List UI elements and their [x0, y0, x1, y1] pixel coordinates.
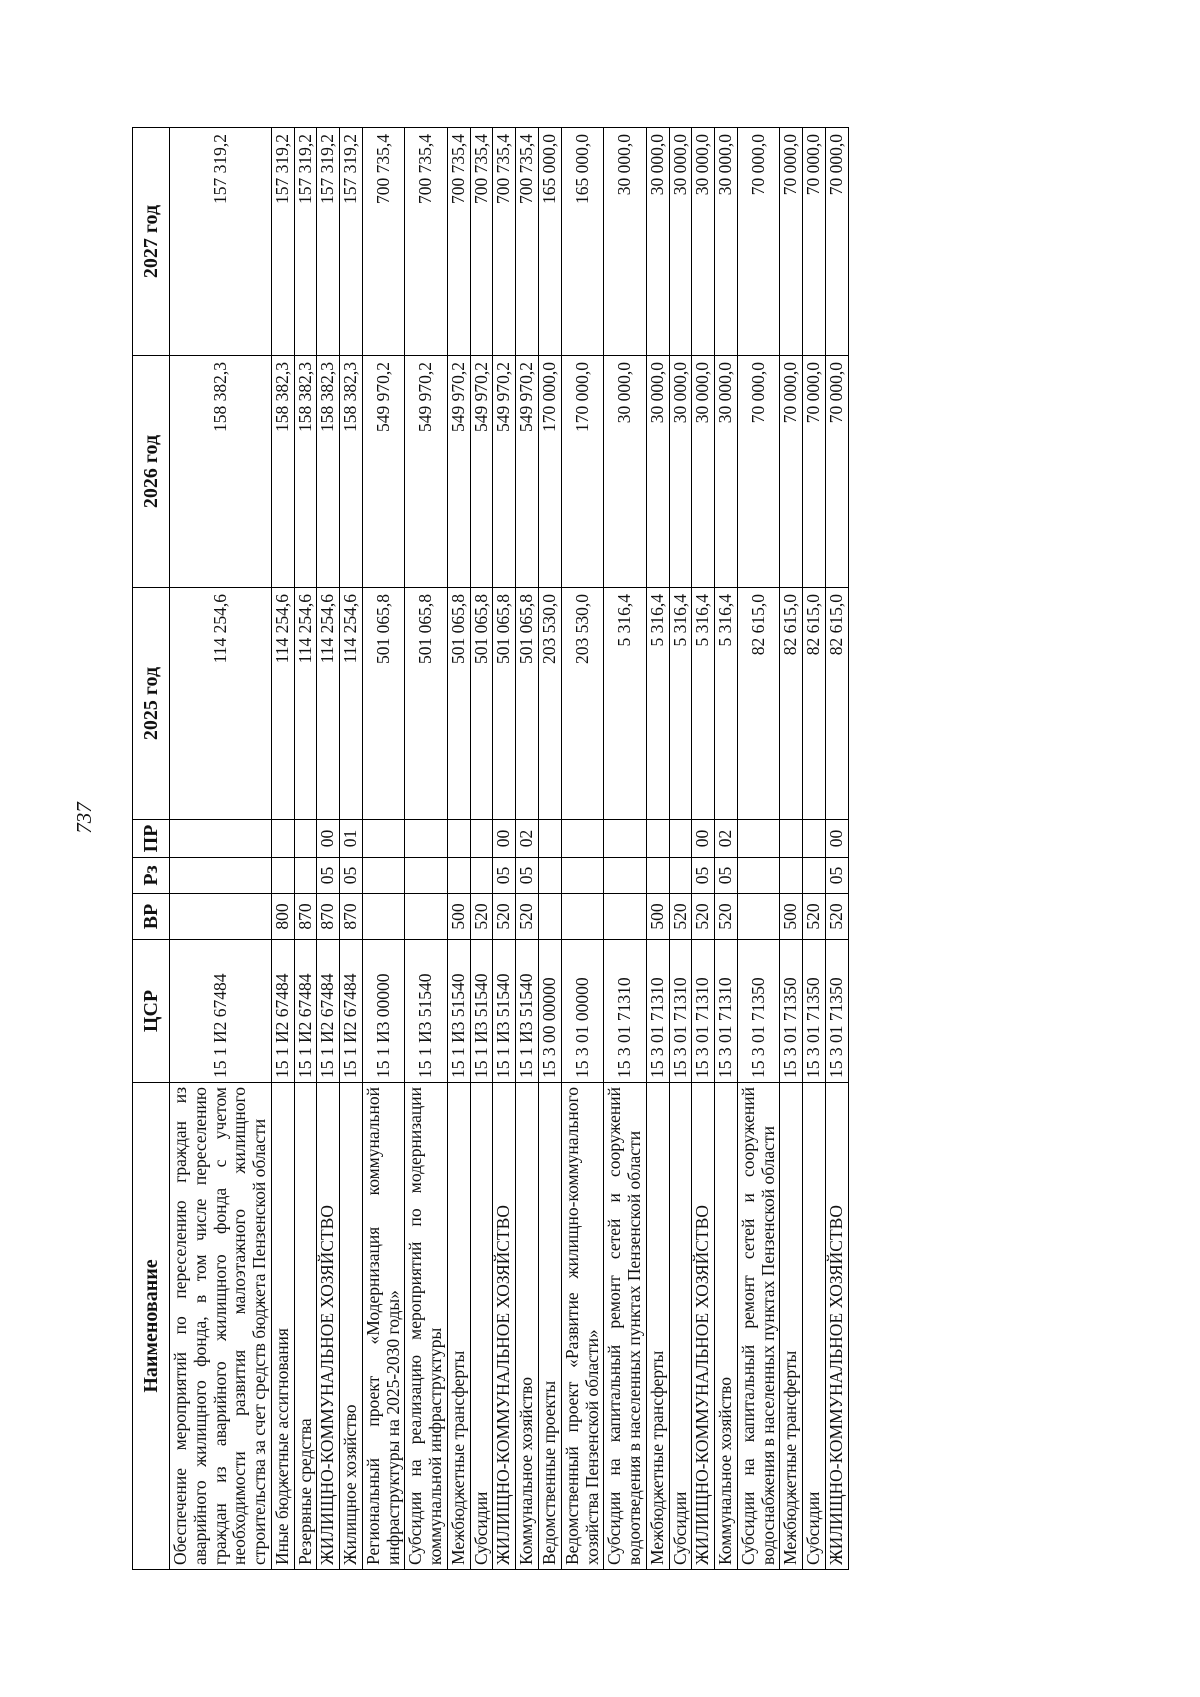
- cell-rz: 05: [317, 858, 340, 894]
- cell-rz: [362, 858, 405, 894]
- table-row: [362, 128, 405, 1570]
- cell-2027: 30 000,0: [646, 128, 669, 356]
- cell-pr: [669, 820, 692, 858]
- cell-name: Межбюджетные трансферты: [447, 1083, 470, 1570]
- cell-rz: [561, 858, 604, 894]
- cell-csr: 15 3 01 71310: [646, 940, 669, 1083]
- cell-2025: 203 530,0: [561, 588, 604, 820]
- cell-name: Субсидии: [470, 1083, 493, 1570]
- cell-pr: [561, 820, 604, 858]
- cell-2027: 70 000,0: [803, 128, 826, 356]
- cell-2025: 114 254,6: [170, 588, 272, 820]
- table-row: [646, 128, 669, 1570]
- table-row: [604, 128, 647, 1570]
- cell-vr: [170, 894, 272, 940]
- cell-rz: 05: [715, 858, 738, 894]
- cell-2027: 700 735,4: [447, 128, 470, 356]
- cell-pr: 00: [493, 820, 516, 858]
- cell-2026: 170 000,0: [539, 356, 562, 588]
- cell-2025: 5 316,4: [646, 588, 669, 820]
- cell-csr: 15 1 И2 67484: [294, 940, 317, 1083]
- cell-vr: 800: [271, 894, 294, 940]
- cell-vr: [561, 894, 604, 940]
- cell-csr: 15 3 01 71350: [737, 940, 780, 1083]
- cell-2026: 70 000,0: [825, 356, 848, 588]
- cell-rz: 05: [825, 858, 848, 894]
- cell-2026: 30 000,0: [604, 356, 647, 588]
- cell-2027: 700 735,4: [516, 128, 539, 356]
- cell-rz: [539, 858, 562, 894]
- cell-name: ЖИЛИЩНО-КОММУНАЛЬНОЕ ХОЗЯЙСТВО: [692, 1083, 715, 1570]
- cell-vr: 520: [692, 894, 715, 940]
- cell-name: Межбюджетные трансферты: [646, 1083, 669, 1570]
- cell-pr: [604, 820, 647, 858]
- cell-vr: 520: [825, 894, 848, 940]
- cell-csr: 15 3 01 71310: [669, 940, 692, 1083]
- cell-csr: 15 1 И3 00000: [362, 940, 405, 1083]
- table-row: [561, 128, 604, 1570]
- cell-name: Субсидии: [669, 1083, 692, 1570]
- cell-2026: 70 000,0: [780, 356, 803, 588]
- cell-2027: 30 000,0: [669, 128, 692, 356]
- cell-csr: 15 1 И3 51540: [405, 940, 448, 1083]
- cell-2025: 114 254,6: [340, 588, 363, 820]
- cell-name: Субсидии на капитальный ремонт сетей и сооружений водоснабжения в населенных пунктах Пензенской области: [737, 1083, 780, 1570]
- cell-rz: 05: [692, 858, 715, 894]
- table-row: [317, 128, 340, 1570]
- cell-2026: 158 382,3: [271, 356, 294, 588]
- cell-csr: 15 3 01 71350: [803, 940, 826, 1083]
- cell-pr: 00: [692, 820, 715, 858]
- cell-vr: [539, 894, 562, 940]
- cell-2027: 700 735,4: [405, 128, 448, 356]
- table-row: [493, 128, 516, 1570]
- cell-2025: 501 065,8: [405, 588, 448, 820]
- cell-2027: 700 735,4: [470, 128, 493, 356]
- cell-2026: 549 970,2: [493, 356, 516, 588]
- cell-2026: 158 382,3: [294, 356, 317, 588]
- cell-name: Жилищное хозяйство: [340, 1083, 363, 1570]
- cell-2025: 501 065,8: [470, 588, 493, 820]
- cell-vr: [362, 894, 405, 940]
- table-row: [780, 128, 803, 1570]
- cell-pr: 00: [317, 820, 340, 858]
- cell-2025: 82 615,0: [825, 588, 848, 820]
- cell-pr: [170, 820, 272, 858]
- cell-csr: 15 1 И3 51540: [447, 940, 470, 1083]
- cell-2027: 157 319,2: [340, 128, 363, 356]
- rotated-page-content: [132, 128, 1062, 1570]
- cell-rz: [405, 858, 448, 894]
- header-vr: ВР: [133, 894, 170, 940]
- cell-2027: 157 319,2: [271, 128, 294, 356]
- cell-vr: [737, 894, 780, 940]
- page-number: 737: [72, 802, 96, 834]
- cell-name: Субсидии: [803, 1083, 826, 1570]
- cell-pr: 02: [516, 820, 539, 858]
- cell-vr: 500: [447, 894, 470, 940]
- cell-name: Межбюджетные трансферты: [780, 1083, 803, 1570]
- cell-name: Коммунальное хозяйство: [516, 1083, 539, 1570]
- table-row: [539, 128, 562, 1570]
- cell-2027: 157 319,2: [294, 128, 317, 356]
- cell-pr: [447, 820, 470, 858]
- cell-csr: 15 3 01 71350: [825, 940, 848, 1083]
- table-row: [692, 128, 715, 1570]
- cell-rz: [170, 858, 272, 894]
- cell-rz: [669, 858, 692, 894]
- cell-pr: [646, 820, 669, 858]
- cell-rz: [737, 858, 780, 894]
- cell-2027: 70 000,0: [737, 128, 780, 356]
- cell-vr: 520: [493, 894, 516, 940]
- cell-rz: [604, 858, 647, 894]
- cell-vr: 500: [780, 894, 803, 940]
- cell-2026: 30 000,0: [646, 356, 669, 588]
- cell-2026: 158 382,3: [340, 356, 363, 588]
- cell-2025: 82 615,0: [780, 588, 803, 820]
- cell-pr: [271, 820, 294, 858]
- cell-pr: 00: [825, 820, 848, 858]
- cell-2027: 70 000,0: [825, 128, 848, 356]
- cell-vr: [405, 894, 448, 940]
- cell-2025: 501 065,8: [362, 588, 405, 820]
- cell-csr: 15 1 И3 51540: [516, 940, 539, 1083]
- cell-rz: [646, 858, 669, 894]
- cell-2027: 165 000,0: [539, 128, 562, 356]
- cell-vr: 520: [803, 894, 826, 940]
- table-row: [737, 128, 780, 1570]
- cell-csr: 15 3 01 00000: [561, 940, 604, 1083]
- cell-csr: 15 1 И2 67484: [317, 940, 340, 1083]
- cell-name: ЖИЛИЩНО-КОММУНАЛЬНОЕ ХОЗЯЙСТВО: [825, 1083, 848, 1570]
- cell-vr: 870: [340, 894, 363, 940]
- cell-vr: [604, 894, 647, 940]
- cell-csr: 15 1 И2 67484: [340, 940, 363, 1083]
- cell-name: Резервные средства: [294, 1083, 317, 1570]
- table-header-row: [133, 128, 170, 1570]
- cell-2025: 82 615,0: [737, 588, 780, 820]
- cell-name: Обеспечение мероприятий по переселению граждан из аварийного жилищного фонда, в том числе переселению граждан из аварийного жилищного фонда с учетом необходимости развития малоэтажного жилищного строительства за счет средств бюджета Пензенской области: [170, 1083, 272, 1570]
- header-2026: 2026 год: [133, 356, 170, 588]
- header-pr: ПР: [133, 820, 170, 858]
- header-rz: Рз: [133, 858, 170, 894]
- cell-2025: 5 316,4: [604, 588, 647, 820]
- cell-rz: 05: [516, 858, 539, 894]
- table-row: [405, 128, 448, 1570]
- header-2025: 2025 год: [133, 588, 170, 820]
- cell-rz: 05: [340, 858, 363, 894]
- cell-2026: 549 970,2: [447, 356, 470, 588]
- cell-name: ЖИЛИЩНО-КОММУНАЛЬНОЕ ХОЗЯЙСТВО: [493, 1083, 516, 1570]
- table-row: [340, 128, 363, 1570]
- cell-2026: 30 000,0: [715, 356, 738, 588]
- cell-csr: 15 3 01 71310: [692, 940, 715, 1083]
- cell-2027: 30 000,0: [604, 128, 647, 356]
- cell-2025: 203 530,0: [539, 588, 562, 820]
- cell-csr: 15 3 01 71310: [604, 940, 647, 1083]
- table-row: [715, 128, 738, 1570]
- table-row: [447, 128, 470, 1570]
- table-row: [669, 128, 692, 1570]
- cell-vr: 870: [294, 894, 317, 940]
- cell-pr: [405, 820, 448, 858]
- cell-rz: [271, 858, 294, 894]
- cell-rz: [803, 858, 826, 894]
- budget-table: [132, 127, 849, 1570]
- cell-2027: 30 000,0: [692, 128, 715, 356]
- table-body: [170, 128, 849, 1570]
- cell-2027: 30 000,0: [715, 128, 738, 356]
- cell-2026: 549 970,2: [516, 356, 539, 588]
- cell-rz: [447, 858, 470, 894]
- cell-2027: 157 319,2: [170, 128, 272, 356]
- cell-vr: 520: [470, 894, 493, 940]
- cell-2026: 70 000,0: [803, 356, 826, 588]
- cell-2025: 114 254,6: [294, 588, 317, 820]
- cell-2026: 158 382,3: [317, 356, 340, 588]
- cell-rz: [470, 858, 493, 894]
- cell-rz: [780, 858, 803, 894]
- table-row: [170, 128, 272, 1570]
- cell-vr: 520: [669, 894, 692, 940]
- cell-name: Иные бюджетные ассигнования: [271, 1083, 294, 1570]
- cell-pr: [737, 820, 780, 858]
- cell-2027: 157 319,2: [317, 128, 340, 356]
- cell-2025: 501 065,8: [447, 588, 470, 820]
- cell-csr: 15 3 01 71350: [780, 940, 803, 1083]
- cell-2026: 158 382,3: [170, 356, 272, 588]
- cell-2027: 700 735,4: [493, 128, 516, 356]
- cell-csr: 15 1 И2 67484: [170, 940, 272, 1083]
- cell-pr: 01: [340, 820, 363, 858]
- cell-2026: 549 970,2: [362, 356, 405, 588]
- cell-name: Субсидии на реализацию мероприятий по модернизации коммунальной инфраструктуры: [405, 1083, 448, 1570]
- cell-2025: 82 615,0: [803, 588, 826, 820]
- cell-csr: 15 3 00 00000: [539, 940, 562, 1083]
- table-row: [470, 128, 493, 1570]
- cell-2027: 165 000,0: [561, 128, 604, 356]
- cell-2025: 501 065,8: [516, 588, 539, 820]
- cell-2026: 30 000,0: [669, 356, 692, 588]
- cell-name: Ведомственный проект «Развитие жилищно-коммунального хозяйства Пензенской области»: [561, 1083, 604, 1570]
- cell-name: Ведомственные проекты: [539, 1083, 562, 1570]
- table-row: [294, 128, 317, 1570]
- header-2027: 2027 год: [133, 128, 170, 356]
- cell-2027: 700 735,4: [362, 128, 405, 356]
- cell-2026: 549 970,2: [470, 356, 493, 588]
- cell-2025: 501 065,8: [493, 588, 516, 820]
- cell-vr: 870: [317, 894, 340, 940]
- cell-name: Коммунальное хозяйство: [715, 1083, 738, 1570]
- table-row: [803, 128, 826, 1570]
- cell-csr: 15 1 И3 51540: [470, 940, 493, 1083]
- cell-name: Субсидии на капитальный ремонт сетей и сооружений водоотведения в населенных пунктах Пензенской области: [604, 1083, 647, 1570]
- table-row: [516, 128, 539, 1570]
- cell-pr: [294, 820, 317, 858]
- header-name: Наименование: [133, 1083, 170, 1570]
- cell-2025: 114 254,6: [317, 588, 340, 820]
- cell-csr: 15 3 01 71310: [715, 940, 738, 1083]
- table-row: [825, 128, 848, 1570]
- cell-csr: 15 1 И3 51540: [493, 940, 516, 1083]
- table-row: [271, 128, 294, 1570]
- cell-name: ЖИЛИЩНО-КОММУНАЛЬНОЕ ХОЗЯЙСТВО: [317, 1083, 340, 1570]
- cell-vr: 500: [646, 894, 669, 940]
- cell-2025: 5 316,4: [692, 588, 715, 820]
- cell-pr: [362, 820, 405, 858]
- cell-pr: [780, 820, 803, 858]
- header-csr: ЦСР: [133, 940, 170, 1083]
- cell-2025: 114 254,6: [271, 588, 294, 820]
- cell-rz: 05: [493, 858, 516, 894]
- cell-2025: 5 316,4: [715, 588, 738, 820]
- cell-2026: 30 000,0: [692, 356, 715, 588]
- cell-2026: 549 970,2: [405, 356, 448, 588]
- cell-pr: [803, 820, 826, 858]
- cell-rz: [294, 858, 317, 894]
- cell-vr: 520: [516, 894, 539, 940]
- cell-2026: 70 000,0: [737, 356, 780, 588]
- cell-pr: [470, 820, 493, 858]
- cell-2027: 70 000,0: [780, 128, 803, 356]
- cell-2025: 5 316,4: [669, 588, 692, 820]
- cell-name: Региональный проект «Модернизация коммунальной инфраструктуры на 2025-2030 годы»: [362, 1083, 405, 1570]
- cell-pr: [539, 820, 562, 858]
- cell-vr: 520: [715, 894, 738, 940]
- cell-csr: 15 1 И2 67484: [271, 940, 294, 1083]
- cell-2026: 170 000,0: [561, 356, 604, 588]
- cell-pr: 02: [715, 820, 738, 858]
